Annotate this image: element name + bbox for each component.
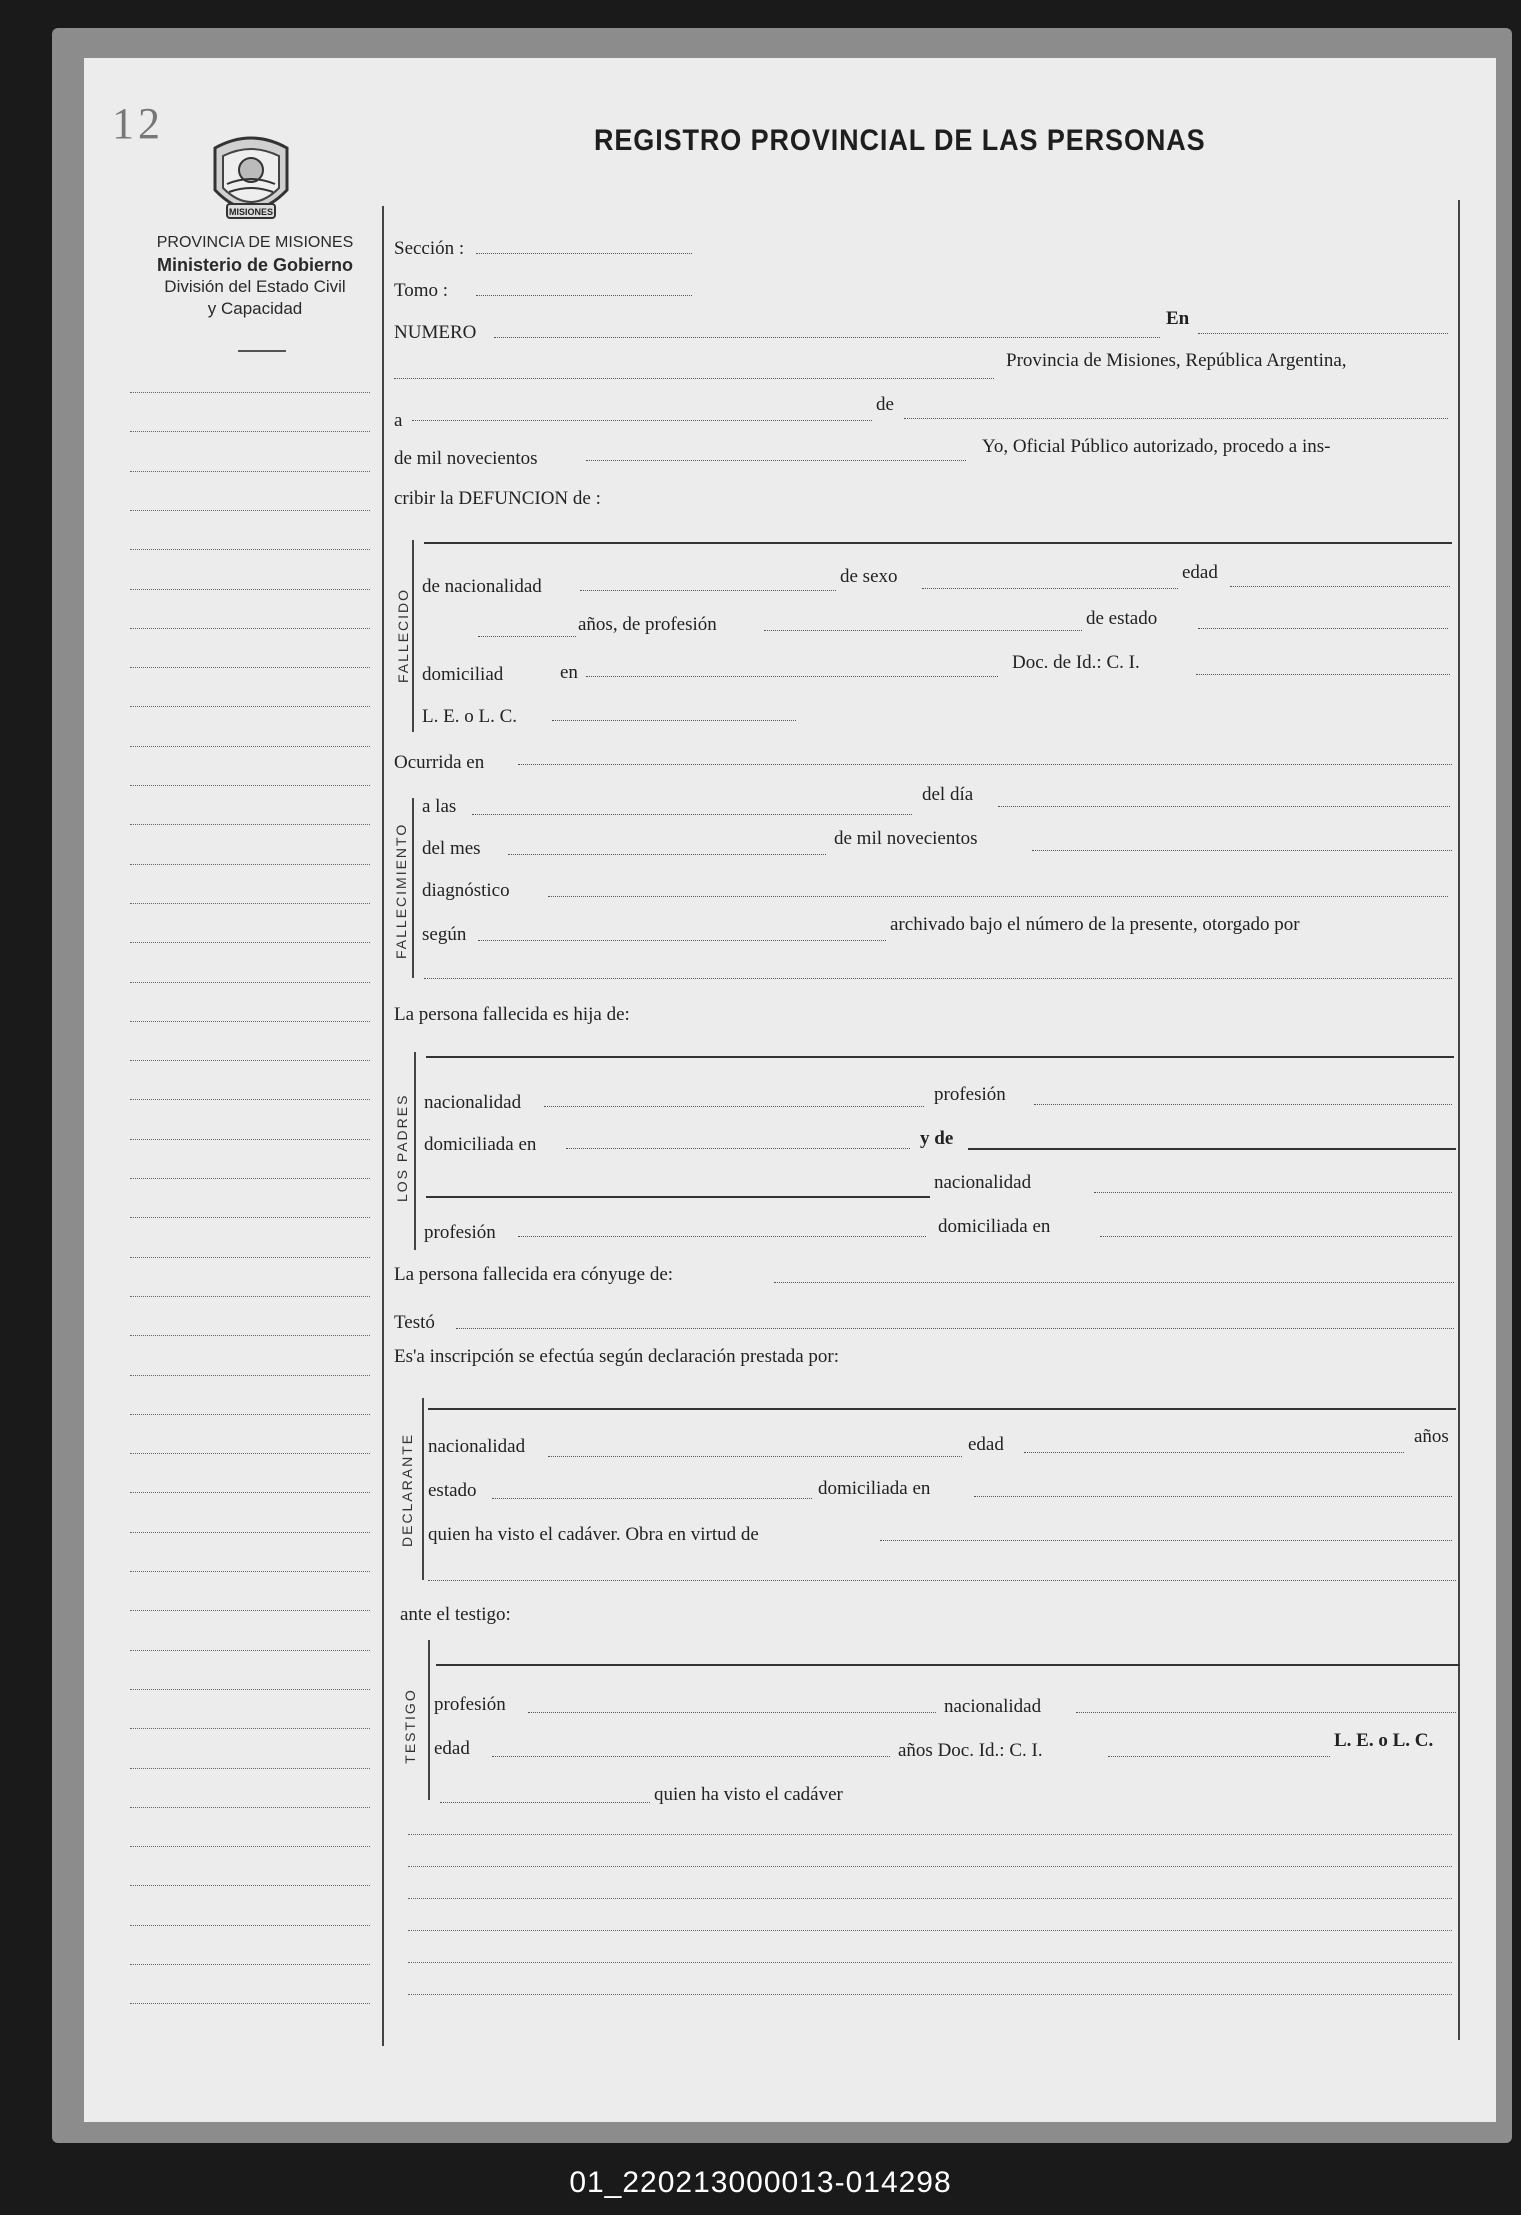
form-left-rule — [382, 206, 384, 2046]
declarante-nacionalidad-field[interactable] — [548, 1456, 962, 1457]
yo-oficial-label: Yo, Oficial Público autorizado, procedo a ins- — [982, 436, 1331, 457]
margin-note-line[interactable] — [130, 431, 370, 432]
office-ministry: Ministerio de Gobierno — [156, 255, 353, 275]
fallecido-name-field[interactable] — [424, 542, 1452, 544]
observation-line[interactable] — [408, 1930, 1452, 1931]
madre-domicilio-field[interactable] — [1100, 1236, 1452, 1237]
margin-note-line[interactable] — [130, 549, 370, 550]
del-mes-label: del mes — [422, 838, 481, 859]
margin-note-line[interactable] — [130, 1768, 370, 1769]
ocurrida-en-field[interactable] — [518, 764, 1452, 765]
fallecido-doc-label: Doc. de Id.: C. I. — [1012, 652, 1140, 673]
y-de-label: y de — [920, 1128, 954, 1149]
margin-note-line[interactable] — [130, 1650, 370, 1651]
page-number: 12 — [112, 99, 164, 148]
declarante-domiciliada-label: domiciliada en — [818, 1478, 931, 1499]
margin-note-line[interactable] — [130, 864, 370, 865]
en-field[interactable] — [1198, 333, 1448, 334]
margin-note-line[interactable] — [130, 1846, 370, 1847]
margin-note-line[interactable] — [130, 1060, 370, 1061]
margin-note-line[interactable] — [130, 667, 370, 668]
testigo-profesion-field[interactable] — [528, 1712, 936, 1713]
margin-note-line[interactable] — [130, 1532, 370, 1533]
padre-profesion-label: profesión — [934, 1084, 1006, 1105]
margin-note-line[interactable] — [130, 589, 370, 590]
margin-note-line[interactable] — [130, 1375, 370, 1376]
diagnostico-field[interactable] — [548, 896, 1448, 897]
a-label: a — [394, 410, 403, 431]
observation-line[interactable] — [408, 1834, 1452, 1835]
provincia-label: Provincia de Misiones, República Argentina, — [1006, 350, 1347, 371]
padre-nacionalidad-label: nacionalidad — [424, 1092, 522, 1113]
seccion-field[interactable] — [476, 253, 692, 254]
office-province: PROVINCIA DE MISIONES — [156, 234, 354, 251]
testigo-ci-field[interactable] — [1108, 1756, 1330, 1757]
tomo-field[interactable] — [476, 295, 692, 296]
fallecido-edad-label: edad — [1182, 562, 1218, 583]
testigo-nacionalidad-label: nacionalidad — [944, 1696, 1042, 1717]
fallecido-bracket — [412, 540, 414, 732]
madre-domiciliada-label: domiciliada en — [938, 1216, 1051, 1237]
fallecido-domiciliado-label: domiciliad — [422, 664, 504, 685]
margin-note-line[interactable] — [130, 1964, 370, 1965]
de-mil-novecientos-label: de mil novecientos — [834, 828, 978, 849]
fallecido-le-lc-field[interactable] — [552, 720, 796, 721]
localidad-field[interactable] — [394, 378, 994, 379]
del-dia-label: del día — [922, 784, 974, 805]
margin-note-line[interactable] — [130, 510, 370, 511]
declarante-edad-field[interactable] — [1024, 1452, 1404, 1453]
madre-name-field[interactable] — [968, 1148, 1456, 1150]
margin-note-line[interactable] — [130, 2003, 370, 2004]
fallecido-estado-field[interactable] — [1198, 628, 1448, 629]
inscripcion-label: Es'a inscripción se efectúa según declaración prestada por: — [394, 1346, 839, 1367]
padre-nacionalidad-field[interactable] — [544, 1106, 924, 1107]
declarante-visto-label: quien ha visto el cadáver. Obra en virtud de — [428, 1524, 759, 1545]
del-mes-field[interactable] — [508, 854, 826, 855]
fallecido-domicilio-field[interactable] — [586, 676, 998, 677]
de-field[interactable] — [904, 418, 1448, 419]
tomo-label: Tomo : — [394, 280, 449, 301]
padre-domicilio-field[interactable] — [566, 1148, 910, 1149]
madre-name-cont-field[interactable] — [426, 1196, 930, 1198]
observation-line[interactable] — [408, 1898, 1452, 1899]
margin-note-line[interactable] — [130, 1178, 370, 1179]
margin-note-line[interactable] — [130, 1492, 370, 1493]
fallecido-sexo-field[interactable] — [922, 588, 1178, 589]
padre-domiciliada-label: domiciliada en — [424, 1134, 537, 1155]
margin-note-line[interactable] — [130, 1217, 370, 1218]
en-label: En — [1166, 308, 1190, 329]
fallecido-section-label: FALLECIDO — [395, 587, 411, 683]
page-title: REGISTRO PROVINCIAL DE LAS PERSONAS — [594, 124, 1206, 157]
margin-note-line[interactable] — [130, 1139, 370, 1140]
file-name: 01_220213000013-014298 — [569, 2166, 952, 2199]
margin-note-line[interactable] — [130, 1571, 370, 1572]
margin-note-line[interactable] — [130, 824, 370, 825]
margin-note-line[interactable] — [130, 1925, 370, 1926]
de-mil-label: de mil novecientos — [394, 448, 538, 469]
testigo-le-lc-label: L. E. o L. C. — [1334, 1730, 1434, 1751]
madre-profesion-label: profesión — [424, 1222, 496, 1243]
numero-label: NUMERO — [394, 322, 477, 343]
madre-nacionalidad-label: nacionalidad — [934, 1172, 1032, 1193]
fallecido-doc-field[interactable] — [1196, 674, 1450, 675]
observation-line[interactable] — [408, 1962, 1452, 1963]
a-las-label: a las — [422, 796, 457, 817]
fallecimiento-section-label: FALLECIMIENTO — [393, 822, 409, 959]
seccion-label: Sección : — [394, 238, 465, 259]
margin-note-line[interactable] — [130, 1728, 370, 1729]
testigo-edad-field[interactable] — [492, 1756, 890, 1757]
obra-en-virtud-field[interactable] — [880, 1540, 1452, 1541]
hija-de-label: La persona fallecida es hija de: — [394, 1004, 630, 1025]
testigo-profesion-label: profesión — [434, 1694, 506, 1715]
padres-bracket — [414, 1052, 416, 1250]
declarante-estado-label: estado — [428, 1480, 477, 1501]
margin-note-line[interactable] — [130, 1885, 370, 1886]
provincial-seal-icon — [205, 128, 297, 228]
seal-text: MISIONES — [228, 207, 274, 217]
fallecido-profesion-field[interactable] — [764, 630, 1082, 631]
segun-field[interactable] — [478, 940, 886, 941]
declarante-anos-label: años — [1414, 1426, 1449, 1447]
observation-line[interactable] — [408, 1994, 1452, 1995]
de-label: de — [876, 394, 894, 415]
otorgado-por-field[interactable] — [424, 978, 1452, 979]
margin-note-line[interactable] — [130, 1807, 370, 1808]
declarante-domicilio-field[interactable] — [974, 1496, 1452, 1497]
margin-note-line[interactable] — [130, 706, 370, 707]
margin-note-line[interactable] — [130, 785, 370, 786]
fallecimiento-bracket — [412, 798, 414, 978]
office-block — [120, 232, 390, 320]
margin-note-line[interactable] — [130, 1414, 370, 1415]
testigo-anos-doc-label: años Doc. Id.: C. I. — [898, 1740, 1043, 1761]
testigo-visto-label: quien ha visto el cadáver — [654, 1784, 843, 1805]
margin-note-line[interactable] — [130, 392, 370, 393]
fallecido-en-label: en — [560, 662, 578, 683]
testigo-le-lc-field[interactable] — [440, 1802, 650, 1803]
office-division: División del Estado Civil — [164, 277, 346, 296]
declarante-bracket — [422, 1398, 424, 1580]
fallecido-nacionalidad-label: de nacionalidad — [422, 576, 542, 597]
fallecido-sexo-label: de sexo — [840, 566, 898, 587]
declarante-edad-label: edad — [968, 1434, 1004, 1455]
segun-label: según — [422, 924, 467, 945]
office-capacity: y Capacidad — [207, 299, 303, 318]
margin-note-line[interactable] — [130, 746, 370, 747]
margin-note-line[interactable] — [130, 1296, 370, 1297]
testigo-name-field[interactable] — [436, 1664, 1460, 1666]
declarante-estado-field[interactable] — [492, 1498, 812, 1499]
testo-label: Testó — [394, 1312, 435, 1333]
madre-profesion-field[interactable] — [518, 1236, 926, 1237]
de-mil-field[interactable] — [586, 460, 966, 461]
declarante-extra-field[interactable] — [428, 1580, 1456, 1581]
fallecido-le-lc-label: L. E. o L. C. — [422, 706, 517, 727]
a-field[interactable] — [412, 420, 872, 421]
madre-nacionalidad-field[interactable] — [1094, 1192, 1452, 1193]
testigo-edad-label: edad — [434, 1738, 470, 1759]
margin-note-line[interactable] — [130, 471, 370, 472]
testigo-nacionalidad-field[interactable] — [1076, 1712, 1456, 1713]
margin-note-line[interactable] — [130, 1257, 370, 1258]
fallecido-edad-field[interactable] — [1230, 586, 1450, 587]
inscribir-label: cribir la DEFUNCION de : — [394, 488, 601, 509]
margin-note-line[interactable] — [130, 1021, 370, 1022]
padre-profesion-field[interactable] — [1034, 1104, 1452, 1105]
testigo-section-label: TESTIGO — [402, 1688, 418, 1764]
margin-note-line[interactable] — [130, 1099, 370, 1100]
margin-note-line[interactable] — [130, 1453, 370, 1454]
office-divider — [238, 350, 286, 352]
margin-note-line[interactable] — [130, 1689, 370, 1690]
conyuge-field[interactable] — [774, 1282, 1454, 1283]
conyuge-label: La persona fallecida era cónyuge de: — [394, 1264, 674, 1285]
fallecido-anos-profesion-label: años, de profesión — [578, 614, 717, 635]
numero-field[interactable] — [494, 337, 1160, 338]
padres-section-label: LOS PADRES — [394, 1093, 410, 1202]
testo-field[interactable] — [456, 1328, 1454, 1329]
fallecido-estado-label: de estado — [1086, 608, 1158, 629]
margin-note-line[interactable] — [130, 1610, 370, 1611]
testigo-bracket — [428, 1640, 430, 1800]
margin-note-line[interactable] — [130, 628, 370, 629]
diagnostico-label: diagnóstico — [422, 880, 510, 901]
ocurrida-en-label: Ocurrida en — [394, 752, 485, 773]
ante-testigo-label: ante el testigo: — [400, 1604, 511, 1625]
archivado-label: archivado bajo el número de la presente, otorgado por — [890, 914, 1300, 935]
margin-note-line[interactable] — [130, 903, 370, 904]
margin-note-line[interactable] — [130, 1335, 370, 1336]
a-las-field[interactable] — [472, 814, 912, 815]
declarante-name-field[interactable] — [428, 1408, 1456, 1410]
fallecido-anos-field[interactable] — [478, 636, 576, 637]
observation-line[interactable] — [408, 1866, 1452, 1867]
ano-field[interactable] — [1032, 850, 1452, 851]
margin-note-line[interactable] — [130, 942, 370, 943]
declarante-section-label: DECLARANTE — [399, 1432, 415, 1547]
fallecido-nacionalidad-field[interactable] — [580, 590, 836, 591]
del-dia-field[interactable] — [998, 806, 1450, 807]
form-right-rule — [1458, 200, 1460, 2040]
padre-name-field[interactable] — [426, 1056, 1454, 1058]
declarante-nacionalidad-label: nacionalidad — [428, 1436, 526, 1457]
margin-note-line[interactable] — [130, 982, 370, 983]
